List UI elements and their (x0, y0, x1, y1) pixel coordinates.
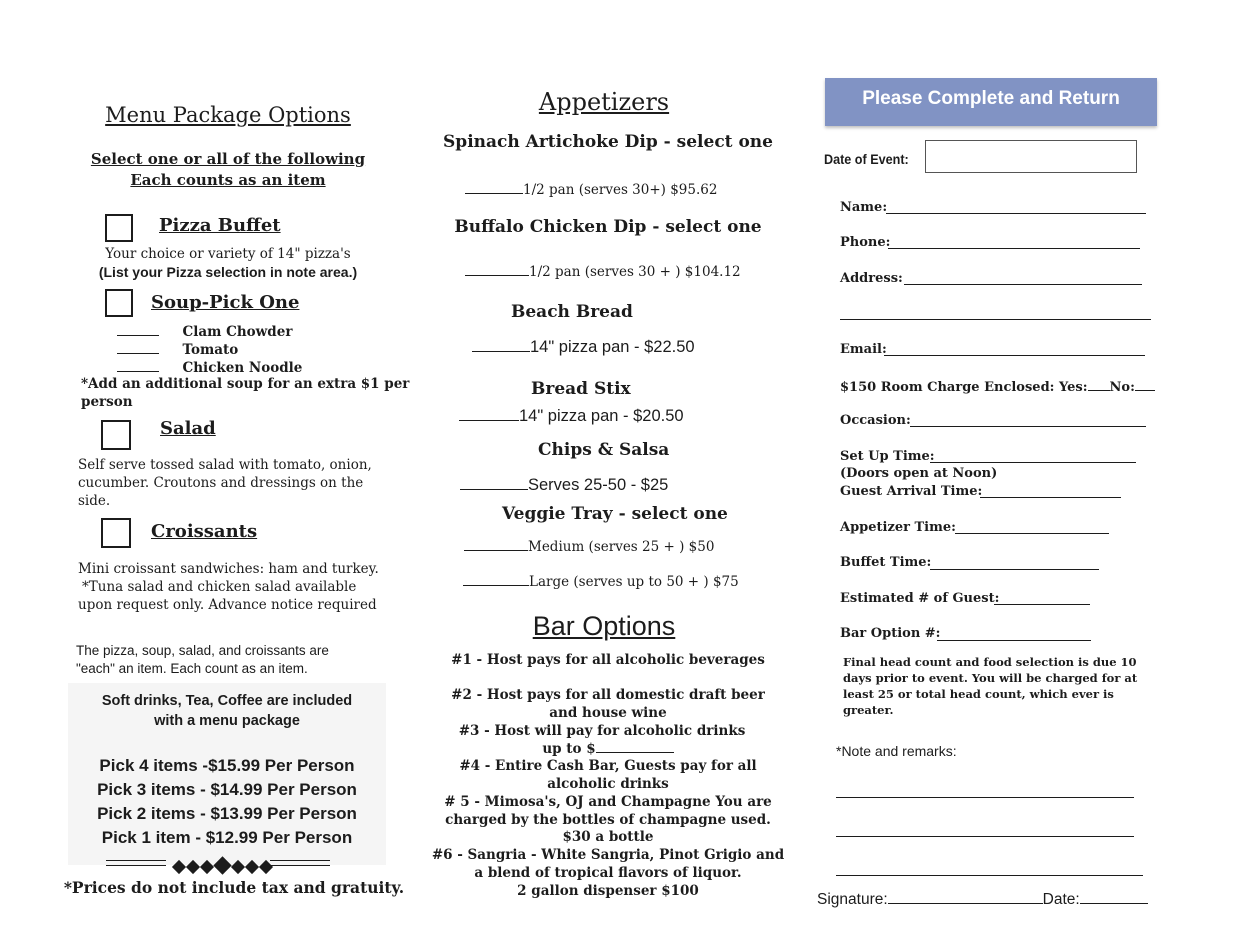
menu-subtitle-1: Select one or all of the following (90, 150, 366, 168)
bar-limit-blank[interactable] (596, 740, 674, 753)
email-label: Email: (840, 342, 887, 357)
bar-option-6-line3: 2 gallon dispenser $100 (517, 883, 699, 899)
bar-option-3-line2[interactable] (430, 740, 786, 757)
option-blank[interactable] (459, 408, 519, 421)
setup-time-label: Set Up Time: (840, 449, 935, 464)
final-count-note-2: days prior to event. You will be charged for at (843, 671, 1138, 685)
buffet-time-label: Buffet Time: (840, 555, 932, 570)
ornament-rule (270, 860, 330, 861)
phone-label: Phone: (840, 235, 891, 250)
guest-arrival-input[interactable] (980, 497, 1121, 498)
croissants-desc-3: upon request only. Advance notice required (78, 597, 377, 613)
option-blank[interactable] (464, 538, 528, 551)
option-label: 1/2 pan (serves 30+) $95.62 (523, 182, 718, 198)
veggie-tray-title: Veggie Tray - select one (502, 504, 728, 524)
room-charge-label (840, 378, 1155, 395)
estimated-guests-label: Estimated # of Guest: (840, 591, 1000, 606)
name-label: Name: (840, 200, 888, 215)
salad-title: Salad (160, 418, 216, 439)
option-label: Serves 25-50 - $25 (528, 476, 669, 494)
setup-time-input[interactable] (930, 462, 1136, 463)
bar-option-2-line1: #2 - Host pays for all domestic draft beer (451, 687, 765, 703)
bar-option-6-line2: a blend of tropical flavors of liquor. (474, 865, 742, 881)
salad-checkbox[interactable] (101, 420, 131, 450)
diamond-icon (245, 860, 259, 874)
pizza-buffet-checkbox[interactable] (105, 214, 133, 242)
ornament-rule (106, 865, 166, 866)
price-tier-3: Pick 3 items - $14.99 Per Person (97, 780, 357, 799)
soup-option-blank[interactable] (117, 359, 159, 372)
notes-line-2[interactable] (836, 836, 1134, 837)
bread-stix-title: Bread Stix (531, 379, 631, 399)
notes-line-1[interactable] (836, 797, 1134, 798)
bar-option-3-label: up to $ (542, 741, 596, 757)
bar-option-4-line1: #4 - Entire Cash Bar, Guests pay for all (459, 758, 757, 774)
spinach-title: Spinach Artichoke Dip - select one (443, 132, 773, 152)
price-tier-4: Pick 4 items -$15.99 Per Person (99, 756, 355, 775)
diamond-icon (231, 860, 245, 874)
soup-option-label: Tomato (182, 342, 239, 358)
room-charge-no-label: No: (1109, 380, 1135, 395)
bread-stix-option[interactable] (459, 407, 684, 426)
form-header (825, 78, 1157, 126)
price-tier-1: Pick 1 item - $12.99 Per Person (101, 828, 353, 847)
croissants-desc-1: Mini croissant sandwiches: ham and turkey. (78, 561, 379, 577)
soup-option-blank[interactable] (117, 323, 159, 336)
final-count-note-4: greater. (843, 703, 894, 717)
diamond-icon (213, 856, 231, 874)
items-note-2: "each" an item. Each count as an item. (76, 661, 308, 676)
ornament-diamonds (172, 857, 273, 876)
appetizers-title: Appetizers (538, 88, 670, 116)
option-label: 14" pizza pan - $22.50 (530, 338, 695, 356)
soup-option-tomato[interactable] (117, 341, 238, 358)
pizza-buffet-desc: Your choice or variety of 14" pizza's (105, 246, 351, 262)
items-note-1: The pizza, soup, salad, and croissants are (76, 643, 329, 658)
soup-option-label: Clam Chowder (182, 324, 293, 340)
bar-option-5-line3: $30 a bottle (562, 829, 654, 845)
option-label: Medium (serves 25 + ) $50 (528, 539, 715, 555)
address-input[interactable] (904, 284, 1142, 285)
bar-options-title: Bar Options (532, 611, 676, 641)
ornament-divider (106, 856, 330, 872)
occasion-label: Occasion: (840, 413, 911, 428)
bar-option-4-line2: alcoholic drinks (547, 776, 669, 792)
date-input[interactable] (1080, 888, 1148, 904)
soup-option-chicken[interactable] (117, 359, 302, 376)
beach-bread-option[interactable] (472, 338, 695, 357)
drinks-note-1: Soft drinks, Tea, Coffee are included (101, 693, 353, 709)
bar-option-3-line1: #3 - Host will pay for alcoholic drinks (458, 723, 746, 739)
spinach-option[interactable] (465, 181, 717, 198)
menu-title: Menu Package Options (105, 103, 351, 127)
ornament-rule (106, 860, 166, 861)
pizza-buffet-title: Pizza Buffet (159, 215, 281, 236)
croissants-checkbox[interactable] (101, 518, 131, 548)
room-charge-no-input[interactable] (1135, 378, 1155, 391)
ornament-rule (270, 865, 330, 866)
appetizer-time-input[interactable] (955, 533, 1109, 534)
prices-footnote: *Prices do not include tax and gratuity. (63, 878, 405, 897)
soup-checkbox[interactable] (105, 289, 133, 317)
chips-salsa-option[interactable] (460, 476, 668, 495)
soup-option-clam[interactable] (117, 323, 292, 340)
diamond-icon (172, 860, 186, 874)
estimated-guests-input[interactable] (994, 604, 1090, 605)
croissants-desc-2: *Tuna salad and chicken salad available (82, 579, 357, 595)
salad-desc-1: Self serve tossed salad with tomato, onion, (78, 457, 372, 473)
soup-title: Soup-Pick One (151, 292, 300, 313)
appetizer-time-label: Appetizer Time: (840, 520, 956, 535)
bar-option-2-line2: and house wine (549, 705, 667, 721)
price-tier-2: Pick 2 items - $13.99 Per Person (97, 804, 357, 823)
form-header-text: Please Complete and Return (862, 88, 1120, 109)
option-blank[interactable] (463, 573, 529, 586)
drinks-note-2: with a menu package (154, 713, 300, 729)
doors-open-note: (Doors open at Noon) (840, 466, 998, 481)
occasion-input[interactable] (910, 426, 1146, 427)
soup-note-1: *Add an additional soup for an extra $1 per (81, 376, 410, 392)
salad-desc-2: cucumber. Croutons and dressings on the (78, 475, 364, 491)
signature-label: Signature: (817, 891, 888, 908)
bar-option-input[interactable] (937, 640, 1091, 641)
option-label: 14" pizza pan - $20.50 (519, 407, 684, 425)
chips-salsa-title: Chips & Salsa (538, 440, 670, 460)
croissants-title: Croissants (151, 521, 258, 542)
option-blank[interactable] (460, 477, 528, 490)
email-input[interactable] (884, 355, 1145, 356)
option-label: Large (serves up to 50 + ) $75 (529, 574, 739, 590)
guest-arrival-label: Guest Arrival Time: (840, 484, 983, 499)
notes-label: *Note and remarks: (836, 743, 957, 759)
bar-option-5-line1: # 5 - Mimosa's, OJ and Champagne You are (444, 794, 772, 810)
soup-option-label: Chicken Noodle (182, 360, 303, 376)
signature-row (817, 888, 1148, 909)
veggie-large-option[interactable] (463, 573, 739, 590)
buffalo-option[interactable] (465, 263, 741, 280)
phone-input[interactable] (888, 248, 1140, 249)
option-blank[interactable] (465, 181, 523, 194)
bar-option-label: Bar Option #: (840, 626, 941, 641)
beach-bread-title: Beach Bread (511, 302, 633, 322)
address-label: Address: (840, 271, 903, 286)
pizza-buffet-note: (List your Pizza selection in note area.) (98, 264, 358, 280)
diamond-icon (259, 860, 273, 874)
room-charge-yes-label: $150 Room Charge Enclosed: Yes: (840, 380, 1088, 395)
salad-desc-3: side. (78, 493, 111, 509)
soup-note-2: person (81, 394, 133, 410)
date-of-event-label: Date of Event: (824, 151, 909, 167)
soup-option-blank[interactable] (117, 341, 159, 354)
buffalo-title: Buffalo Chicken Dip - select one (454, 217, 762, 237)
address-input-line2[interactable] (840, 319, 1151, 320)
buffet-time-input[interactable] (930, 569, 1099, 570)
diamond-icon (200, 860, 214, 874)
date-label: Date: (1042, 891, 1080, 908)
notes-line-3[interactable] (836, 875, 1143, 876)
date-of-event-input[interactable] (925, 140, 1137, 173)
menu-subtitle-2: Each counts as an item (130, 171, 326, 189)
option-blank[interactable] (465, 263, 529, 276)
bar-option-5-line2: charged by the bottles of champagne used. (445, 812, 771, 828)
name-input[interactable] (886, 213, 1146, 214)
room-charge-yes-input[interactable] (1088, 378, 1110, 391)
signature-input[interactable] (888, 888, 1043, 904)
veggie-medium-option[interactable] (464, 538, 714, 555)
final-count-note-1: Final head count and food selection is due 10 (843, 655, 1137, 669)
option-label: 1/2 pan (serves 30 + ) $104.12 (529, 264, 741, 280)
option-blank[interactable] (472, 339, 530, 352)
bar-option-1: #1 - Host pays for all alcoholic beverages (451, 652, 765, 668)
bar-option-6-line1: #6 - Sangria - White Sangria, Pinot Grigio and (431, 847, 785, 863)
diamond-icon (186, 860, 200, 874)
final-count-note-3: least 25 or total head count, which ever is (843, 687, 1114, 701)
